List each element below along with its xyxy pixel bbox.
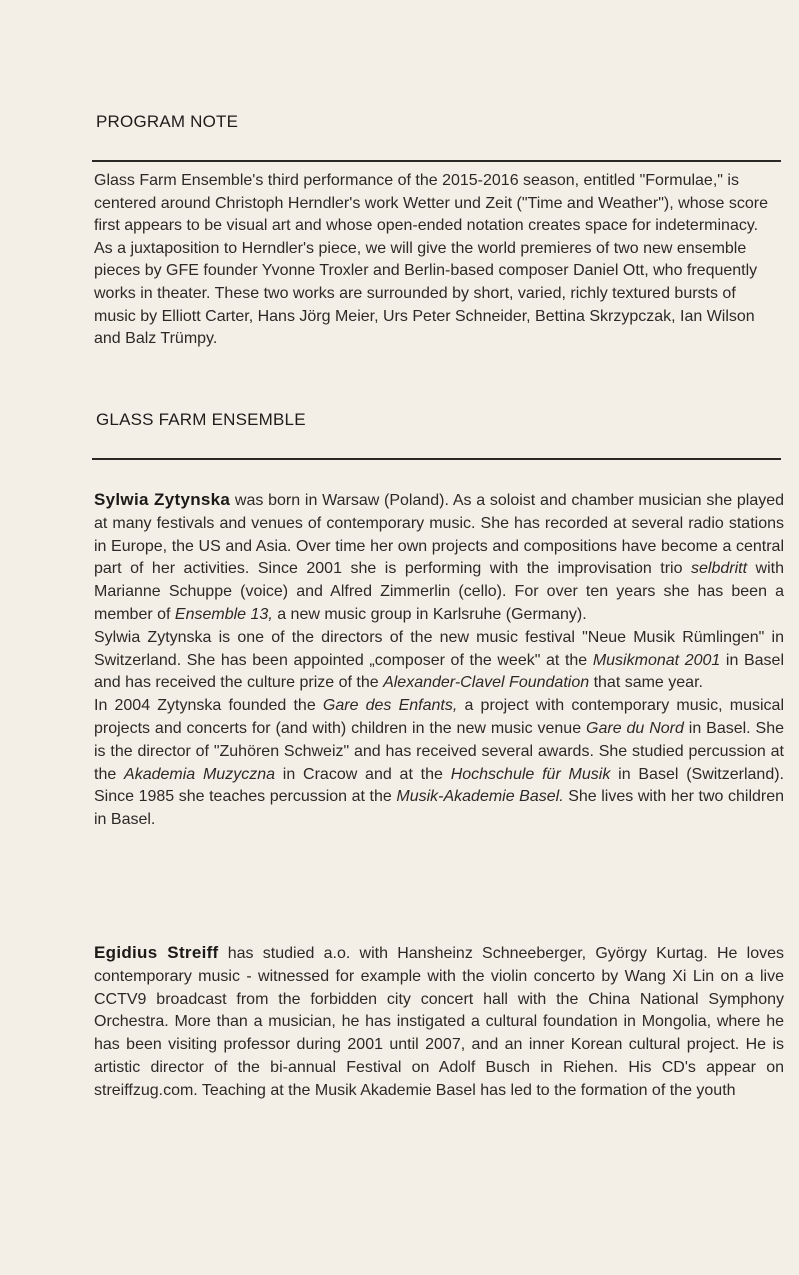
ensemble-heading: GLASS FARM ENSEMBLE — [96, 410, 306, 429]
program-note-text: Glass Farm Ensemble's third performance of the 2015-2016 season, entitled "Formulae," is centered around Christoph Herndler's work Wetter und Zeit ("Time and Weather"), whose score first appears to be visual art and whose open-ended notation creates space for indeterminacy. As a juxtaposition to Herndler's piece, we will give the world premieres of two new ensemble pieces by GFE founder Yvonne Troxler and Berlin-based composer Daniel Ott, who frequently works in theater. These two works are surrounded by short, varied, richly textured bursts of music by Elliott Carter, Hans Jörg Meier, Urs Peter Schneider, Bettina Skrzypczak, Ian Wilson and Balz Trümpy. — [94, 172, 768, 348]
festival-name: Musikmonat 2001 — [592, 651, 721, 669]
foundation-name: Alexander-Clavel Foundation — [383, 674, 590, 692]
bio-text: She lives with her two children in Basel. — [94, 788, 785, 829]
venue-name: Gare du Nord — [586, 719, 684, 737]
bio-text: in Cracow and at the — [275, 765, 451, 783]
bio-text: Sylwia Zytynska is one of the directors of the new music festival "Neue Musik Rümlingen" in Switzerland. She has been appointed „composer of the week" at the — [94, 628, 784, 669]
bio-text: in Basel and has received the culture prize of the — [94, 651, 784, 692]
musician-name: Egidius Streiff — [94, 943, 219, 962]
bio-paragraph — [94, 942, 784, 1103]
bio-text: was born in Warsaw (Poland). As a soloist and chamber musician she played at many festivals and venues of contemporary music. She has recorded at several radio stations in Europe, the US and Asia. Over time her own projects and compositions have become a central part of her activities. Since 2001 she is performing with the improvisation trio — [94, 492, 785, 578]
bio-text: with Marianne Schuppe (voice) and Alfred Zimmerlin (cello). For over ten years she has been a member of — [94, 560, 785, 623]
program-note-divider — [92, 160, 781, 162]
bio-text: has studied a.o. with Hansheinz Schneeberger, György Kurtag. He loves contemporary music - witnessed for example with the violin concerto by Wang Xi Lin on a live CCTV9 broadcast from the forbidden city concert hall with the China National Symphony Orchestra. More than a musician, he has instigated a cultural foundation in Mongolia, where he has been visiting professor during 2001 until 2007, and an inner Korean cultural project. He is artistic director of the bi-annual Festival on Adolf Busch in Riehen. His CD's appear on streiffzug.com. Teaching at the Musik Akademie Basel has led to the formation of the youth — [94, 945, 785, 1099]
musician-name: Sylwia Zytynska — [94, 490, 231, 509]
bio-text: a new music group in Karlsruhe (Germany). — [272, 605, 587, 623]
ensemble-divider — [92, 458, 781, 460]
academy-name: Akademia Muzyczna — [124, 765, 275, 783]
bio-text: that same year. — [589, 674, 703, 692]
school-name: Hochschule für Musik — [450, 765, 611, 783]
program-note-heading: PROGRAM NOTE — [96, 112, 239, 131]
bio-text: In 2004 Zytynska founded the — [94, 697, 323, 715]
bio-text: a project with contemporary music, musical projects and concerts for (and with) children in the new music venue — [94, 697, 784, 737]
bio-egidius-streiff — [94, 942, 784, 1103]
bio-sylwia-zytynska — [94, 489, 784, 832]
bio-paragraph — [94, 489, 784, 627]
bio-text: in Basel. She is the director of "Zuhören Schweiz" and has received several awards. She studied percussion at the — [94, 719, 785, 783]
academy-name: Musik-Akademie Basel. — [396, 788, 564, 806]
bio-paragraph — [94, 695, 784, 832]
project-name: Gare des Enfants, — [322, 697, 458, 715]
ensemble-name: Ensemble 13, — [174, 605, 273, 623]
trio-name: selbdritt — [691, 560, 748, 578]
bio-paragraph — [94, 627, 784, 695]
bio-text: in Basel (Switzerland). Since 1985 she teaches percussion at the — [94, 765, 784, 806]
